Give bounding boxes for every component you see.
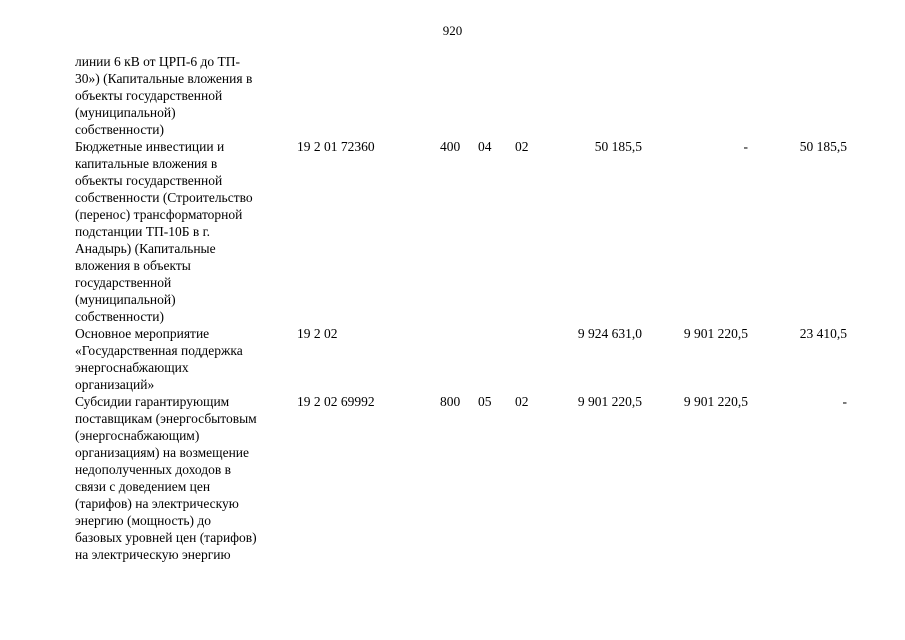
row-name-line: на электрическую энергию (75, 547, 231, 562)
amount-column-2: - (743, 139, 748, 154)
row-name (75, 53, 287, 138)
row-name-line: (муниципальной) (75, 292, 176, 307)
amount-column-3: 23 410,5 (799, 326, 847, 341)
amount-column-2: 9 901 220,5 (683, 394, 748, 409)
target-article-code: 19 2 02 (297, 326, 338, 341)
total-amount: 9 901 220,5 (577, 394, 642, 409)
row-name-line: Основное мероприятие (75, 326, 210, 341)
row-name-line: Анадырь) (Капитальные (75, 241, 216, 256)
row-name-line: базовых уровней цен (тарифов) (75, 530, 257, 545)
row-name-line: (перенос) трансформаторной (75, 207, 243, 222)
row-name-line: (энергоснабжающим) (75, 428, 200, 443)
expense-type-code: 400 (440, 139, 461, 154)
row-name-line: энергоснабжающих (75, 360, 189, 375)
row-name (75, 138, 287, 325)
row-name-line: собственности) (75, 122, 164, 137)
row-name-line: объекты государственной (75, 88, 223, 103)
row-name-line: энергию (мощность) до (75, 513, 212, 528)
expense-type-code: 800 (440, 394, 461, 409)
row-name-line: Субсидии гарантирующим (75, 394, 230, 409)
row-name-line: связи с доведением цен (75, 479, 211, 494)
row-name (75, 393, 287, 563)
target-article-code: 19 2 02 69992 (297, 394, 375, 409)
amount-column-3: - (842, 394, 847, 409)
table-row (0, 325, 905, 393)
table-row (0, 138, 905, 325)
table-row (0, 53, 905, 138)
row-name-line: капитальные вложения в (75, 156, 218, 171)
row-name-line: поставщикам (энергосбытовым (75, 411, 257, 426)
row-name-line: собственности (Строительство (75, 190, 253, 205)
row-name-line: Бюджетные инвестиции и (75, 139, 225, 154)
amount-column-2: 9 901 220,5 (683, 326, 748, 341)
row-name-line: 30») (Капитальные вложения в (75, 71, 253, 86)
target-article-code: 19 2 01 72360 (297, 139, 375, 154)
table-row (0, 393, 905, 563)
row-name-line: линии 6 кВ от ЦРП-6 до ТП- (75, 54, 241, 69)
row-name-line: вложения в объекты (75, 258, 191, 273)
section-code: 04 (478, 139, 492, 154)
budget-table (0, 53, 905, 563)
row-name-line: недополученных доходов в (75, 462, 231, 477)
row-name-line: организаций» (75, 377, 155, 392)
page-number: 920 (442, 23, 463, 38)
total-amount: 50 185,5 (594, 139, 642, 154)
row-name-line: собственности) (75, 309, 164, 324)
total-amount: 9 924 631,0 (577, 326, 642, 341)
row-name-line: организациям) на возмещение (75, 445, 250, 460)
section-code: 05 (478, 394, 492, 409)
subsection-code: 02 (515, 394, 529, 409)
row-name (75, 325, 287, 393)
row-name-line: (тарифов) на электрическую (75, 496, 239, 511)
subsection-code: 02 (515, 139, 529, 154)
amount-column-3: 50 185,5 (799, 139, 847, 154)
row-name-line: (муниципальной) (75, 105, 176, 120)
row-name-line: объекты государственной (75, 173, 223, 188)
row-name-line: государственной (75, 275, 172, 290)
row-name-line: «Государственная поддержка (75, 343, 243, 358)
row-name-line: подстанции ТП-10Б в г. (75, 224, 211, 239)
